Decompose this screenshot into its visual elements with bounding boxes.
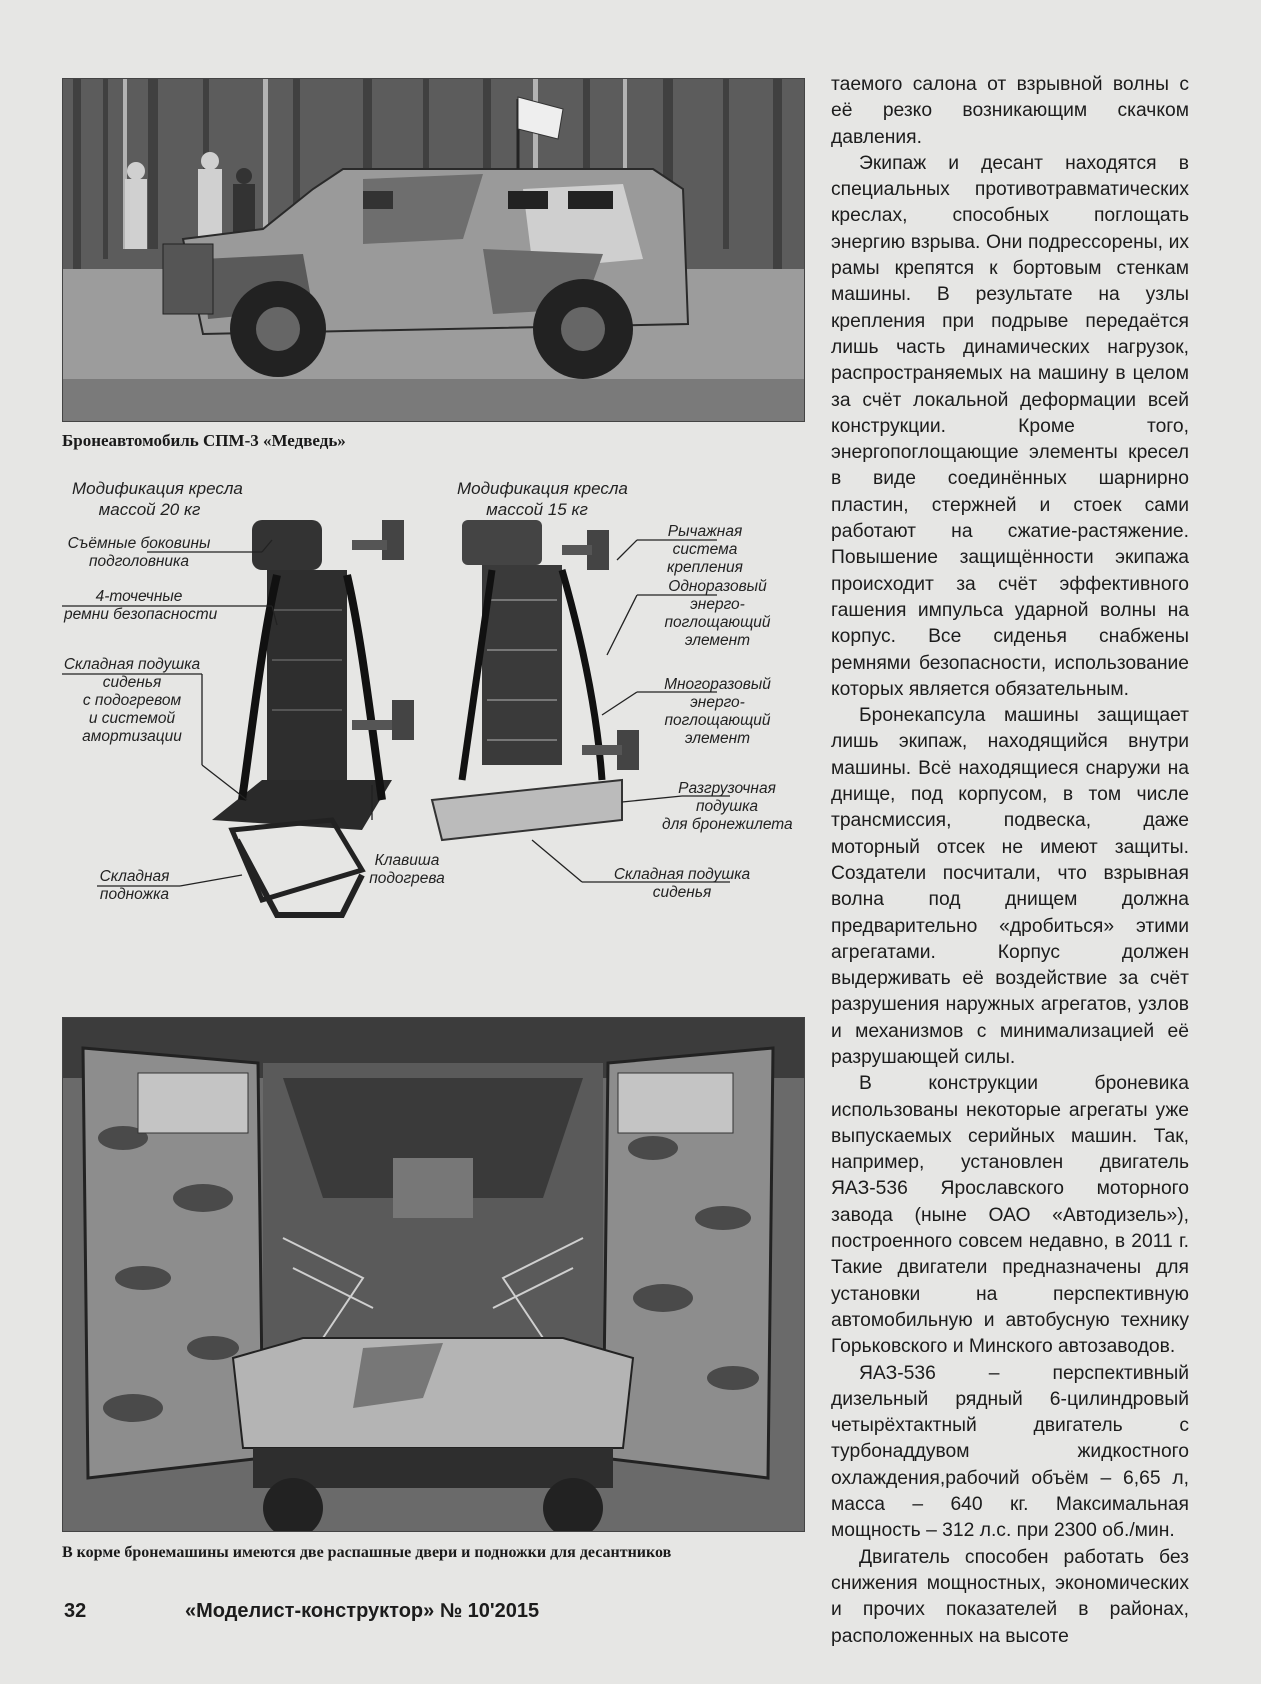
label-heater-key: Клавиша подогрева: [369, 852, 445, 887]
page-number: 32: [64, 1600, 87, 1622]
photo-rear-doors: [62, 1017, 805, 1532]
label-folding-footrest: Складная подножка: [99, 868, 170, 903]
label-lever-system: Рычажная система крепления: [667, 523, 743, 576]
article-paragraph: ЯАЗ-536 – перспективный дизельный рядный 6-цилиндровый четырёхтактный двигатель с турбонаддувом жидкостного охлаждения,рабочий объём – 6,65 л, масса – 640 кг. Максимальная мощность – 312 л.с. при 2300 об./мин.: [831, 1362, 1189, 1542]
label-safety-belts: 4-точечные ремни безопасности: [64, 588, 218, 623]
photo-armored-vehicle: [62, 78, 805, 422]
label-right-heading: Модификация кресла массой 15 кг: [457, 479, 628, 519]
caption-bottom-photo: В корме бронемашины имеются две распашные двери и подножки для десантников: [62, 1544, 672, 1561]
label-vest-cushion: Разгрузочная подушка для бронежилета: [662, 780, 793, 833]
seat-15kg-drawing: [432, 520, 639, 840]
article-paragraph: Экипаж и десант находятся в специальных противотравматических креслах, способных поглощать энергию взрыва. Они подрессорены, их рамы крепятся к бортовым стенкам машины. В результате на узлы крепления при подрыве передаётся лишь часть динамических нагрузок, распространяемых на машину в целом за счёт локальной деформации всей конструкции. Кроме того, энергопоглощающие элементы кресел в виде соединённых шарнирно пластин, стержней и стоек сами работают на сжатие-растяжение. Повышение защищённости экипажа происходит за счёт эффективного гашения импульса ударной волны на корпус. Все сиденья снабжены ремнями безопасности, использование которых является обязательным.: [831, 152, 1189, 700]
rear-doors-illustration: [63, 1018, 804, 1531]
armored-vehicle-illustration: [63, 79, 804, 421]
article-text: [831, 72, 1189, 1650]
label-headrest-sides: Съёмные боковины подголовника: [67, 535, 211, 570]
article-paragraph: В конструкции броневика использованы некоторые агрегаты уже выпускаемых серийных машин. Так, например, установлен двигатель ЯАЗ-536 Ярославского моторного завода (ныне ОАО «Автодизель»), построенного совсем недавно, в 2011 г. Такие двигатели предназначены для установки на перспективную автомобильную и автобусную технику Горьковского и Минского автозаводов.: [831, 1073, 1189, 1358]
label-left-heading: Модификация кресла массой 20 кг: [72, 479, 243, 519]
caption-top-photo: Бронеавтомобиль СПМ-3 «Медведь»: [62, 431, 346, 450]
article-paragraph: Двигатель способен работать без снижения мощностных, экономических и прочих показателей в районах, расположенных на высоте: [831, 1546, 1189, 1647]
label-reusable-element: Многоразовый энерго- поглощающий элемент: [664, 676, 771, 747]
label-folding-seat-cushion: Складная подушка сиденья: [613, 866, 751, 901]
journal-title: «Моделист-конструктор» № 10'2015: [185, 1600, 540, 1622]
label-single-use-element: Одноразовый энерго- поглощающий элемент: [664, 578, 771, 649]
seat-diagram: [62, 480, 807, 995]
article-paragraph: Бронекапсула машины защищает лишь экипаж, находящийся внутри машины. Всё находящиеся снаружи на днище, под корпусом, в том числе трансмиссия, подвеска, даже моторный отсек не имеют защиты. Создатели посчитали, что взрывная волна под днищем должна предварительно «дробиться» этими агрегатами. Корпус должен выдерживать её воздействие за счёт разрушения наружных агрегатов, узлов и механизмов с минимализацией её разрушающей силы.: [831, 705, 1189, 1068]
article-paragraph: таемого салона от взрывной волны с её резко возникающим скачком давления.: [831, 74, 1189, 148]
label-folding-seat-cushion-heated: Складная подушка сиденья с подогревом и системой амортизации: [63, 656, 201, 745]
